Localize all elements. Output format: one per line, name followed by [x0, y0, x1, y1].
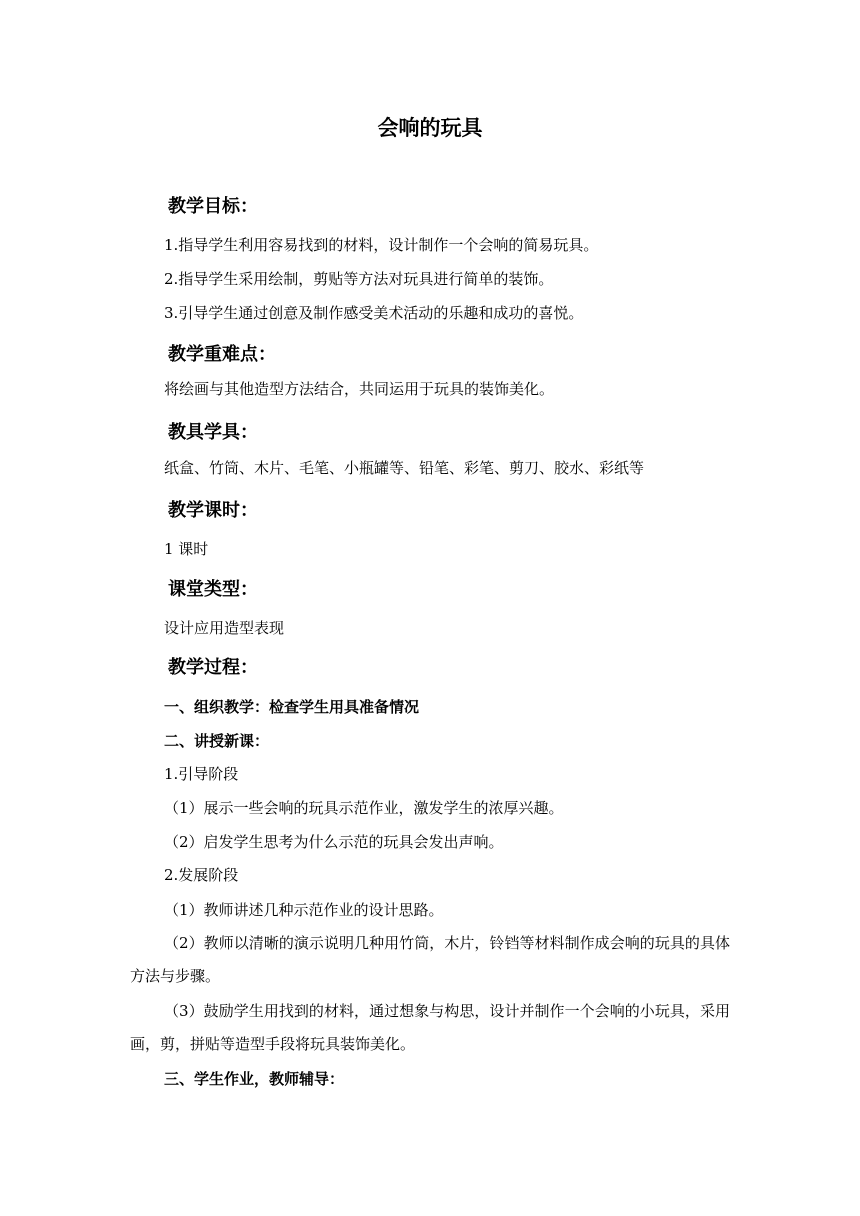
objective-item-3: 3.引导学生通过创意及制作感受美术活动的乐趣和成功的喜悦。: [164, 304, 584, 322]
materials-text: 纸盒、竹筒、木片、毛笔、小瓶罐等、铅笔、彩笔、剪刀、胶水、彩纸等: [164, 459, 645, 477]
key-points-text: 将绘画与其他造型方法结合，共同运用于玩具的装饰美化。: [164, 380, 555, 398]
stage-2-heading: 2.发展阶段: [164, 866, 239, 884]
hours-heading: 教学课时：: [168, 500, 258, 521]
objectives-heading: 教学目标：: [168, 196, 258, 217]
process-step-3: 三、学生作业，教师辅导：: [164, 1070, 345, 1088]
objective-item-2: 2.指导学生采用绘制，剪贴等方法对玩具进行简单的装饰。: [164, 270, 554, 288]
process-step-1: 一、组织教学：检查学生用具准备情况: [164, 698, 420, 716]
key-points-heading: 教学重难点：: [168, 344, 276, 365]
objective-item-1: 1.指导学生利用容易找到的材料，设计制作一个会响的简易玩具。: [164, 236, 599, 254]
stage-2-item-1: （1）教师讲述几种示范作业的设计思路。: [164, 901, 444, 919]
stage-1-item-2: （2）启发学生思考为什么示范的玩具会发出声响。: [164, 833, 504, 851]
stage-1-heading: 1.引导阶段: [164, 765, 239, 783]
stage-2-item-3: （3）鼓励学生用找到的材料，通过想象与构思，设计并制作一个会响的小玩具，采用画，剪，拼贴等造型手段将玩具装饰美化。: [130, 1002, 730, 1053]
class-type-text: 设计应用造型表现: [164, 619, 285, 637]
document-title: 会响的玩具: [377, 116, 483, 140]
stage-1-item-1: （1）展示一些会响的玩具示范作业，激发学生的浓厚兴趣。: [164, 799, 564, 817]
materials-heading: 教具学具：: [168, 422, 258, 443]
process-step-2: 二、讲授新课：: [164, 732, 270, 750]
class-type-heading: 课堂类型：: [168, 579, 258, 600]
stage-2-item-2: （2）教师以清晰的演示说明几种用竹筒，木片，铃铛等材料制作成会响的玩具的具体方法与步骤。: [130, 934, 730, 985]
hours-text: 1 课时: [164, 540, 209, 558]
process-heading: 教学过程：: [168, 657, 258, 678]
